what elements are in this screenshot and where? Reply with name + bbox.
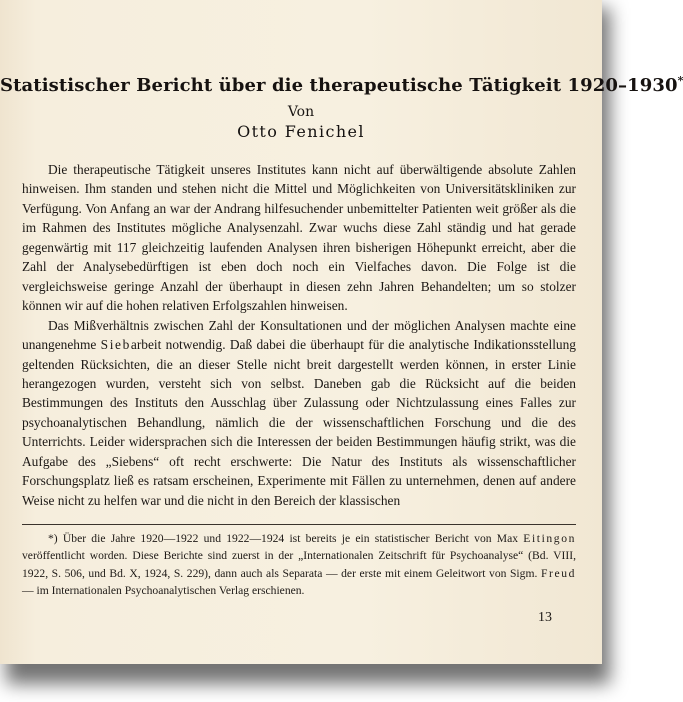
byline: Von [287, 104, 315, 120]
footnote-part-b: veröffentlicht worden. Diese Berichte sind zuerst in der „Internationalen Zeitschrift für Psychoanalyse“ (Bd. VIII, 1922, S. 506, und Bd. X, 1924, S. 229), dann auch als Separata — der erste mit einem Geleitwort von Sigm. [22, 549, 576, 580]
paragraph-2 [22, 316, 576, 511]
footnote-part-a: *) Über die Jahre 1920—1922 und 1922—1924 ist bereits je ein statistischer Bericht von Max [48, 532, 524, 545]
paragraph-2-part-a: Das Mißverhältnis zwischen Zahl der Konsultationen und der möglichen Analysen machte eine unangenehme [22, 317, 576, 353]
title-footnote-mark: * [677, 74, 683, 87]
footnote-name-freud: Freud [540, 566, 576, 580]
footnote-divider [22, 524, 576, 525]
footnote-part-c: — im Internationalen Psychoanalytischen Verlag erschienen. [22, 584, 305, 598]
footnote-name-eitingon: Eitingon [523, 532, 576, 545]
title-text: Statistischer Bericht über die therapeutische Tätigkeit 1920–1930 [0, 75, 678, 96]
paragraph-1: Die therapeutische Tätigkeit unseres Institutes kann nicht auf überwältigende absolute Zahlen hinweisen. Ihm standen und stehen nicht die Mittel und Möglichkeiten von Universitätskliniken zur Verfügung. Von Anfang an war der Andrang hilfesuchender unbemittelter Patienten weit größer als die im Rahmen des Institutes mögliche Analysenzahl. Zwar wuchs diese Zahl ständig und hat gerade gegenwärtig mit 117 gleichzeitig laufenden Analysen ihren bisherigen Höhepunkt erreicht, aber die Zahl der Analysebedürftigen ist eben doch noch ein Vielfaches davon. Die Folge ist die vergleichsweise geringe Anzahl der überhaupt in diesen zehn Jahren Behandelten; um so stolzer können wir auf die hohen relativen Erfolgszahlen hinweisen. [22, 162, 576, 314]
paragraph-2-part-b: arbeit notwendig. Daß dabei die überhaupt für die analytische Indikationsstellung geltenden Rücksichten, die an dieser Stelle nicht breit dargestellt werden können, in erster Linie herangezogen wurden, versteht sich von selbst. Daneben gab die Rücksicht auf die beiden Bestimmungen des Instituts den Ausschlag über Zulassung oder Nichtzulassung eines Falles zur psychoanalytischen Behandlung, nämlich die der wissenschaftlichen Forschung und die des Unterrichts. Leider widersprachen sich die Interessen der beiden Bestimmungen häufig strikt, was die Aufgabe des „Siebens“ oft recht erschwerte: Die Natur des Instituts als wissenschaftlicher Forschungsplatz ließ es ratsam erscheinen, Experimente mit Fällen zu unternehmen, denen auf andere Weise nicht zu helfen war und die nicht in den Bereich der klassischen [22, 337, 576, 508]
page-number: 13 [538, 610, 552, 625]
article-title [0, 74, 683, 96]
spaced-word-sieb: Sieb [100, 337, 131, 353]
footnote [22, 530, 576, 600]
author-name: Otto Fenichel [237, 122, 365, 141]
article-body [22, 160, 576, 510]
